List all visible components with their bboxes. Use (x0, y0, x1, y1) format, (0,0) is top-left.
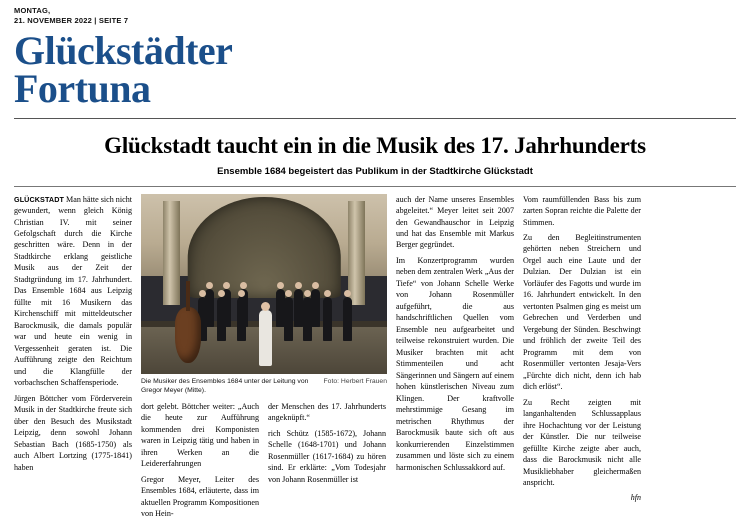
paragraph: Gregor Meyer, Leiter des Ensembles 1684, erläuterte, dass im aktuellen Programm Kompositionen von Hein- (141, 474, 259, 519)
musician (303, 297, 312, 341)
column-center-subcolumns (141, 401, 387, 524)
lead-paragraph-text: Man hätte sich nicht gewundert, wenn gleich König Christian IV. mit seiner Gefolgschaft durch die Kirche geschritten wäre. Denn in der Stadtkirche erklang geistliche Musik aus der Zeit der Stadtgründung im 17. Jahrhundert. Das Ensemble 1684 aus Leipzig füllte mit 16 Musikern das Kirchenschiff mit mitteldeutscher Barockmusik, die damals populär war und heute ein wenig in Vergessenheit geraten ist. Die Aufführung zeigte den Reichtum und die Klangfülle der vorbachschen Schaffensperiode. (14, 194, 132, 388)
paragraph: dort gelebt. Böttcher weiter: „Auch die heute zur Aufführung kommenden drei Komponisten waren in Leipzig tätig und haben in ihren Werken an die Leidererfahrungen (141, 401, 259, 469)
paragraph: der Menschen des 17. Jahrhunderts angeknüpft.“ (268, 401, 386, 423)
article-subhead: Ensemble 1684 begeistert das Publikum in der Stadtkirche Glückstadt (217, 165, 533, 177)
musician (237, 297, 246, 341)
masthead-title-line1: Glückstädter (14, 28, 233, 74)
column-3 (268, 401, 386, 524)
musician (284, 297, 293, 341)
musician (323, 297, 332, 341)
cello (175, 307, 201, 363)
column-4 (396, 194, 514, 478)
paragraph: auch der Name unseres Ensembles abgeleitet.“ Meyer leitet seit 2007 den Gewandhauschor in Leipzig und hat das Ensemble mit Markus Berger gegründet. (396, 194, 514, 250)
paragraph: Vom raumfüllenden Bass bis zum zarten Sopran reichte die Palette der Stimmen. (523, 194, 641, 227)
masthead-title-line2: Fortuna (14, 66, 151, 112)
photo-caption (141, 377, 387, 395)
page-title: Glückstadt taucht ein in die Musik des 17. Jahrhunderts (104, 133, 646, 159)
article-kicker: GLÜCKSTADT (14, 194, 64, 204)
column-2 (141, 401, 259, 524)
article-header (0, 119, 750, 176)
column-1 (14, 194, 132, 478)
musician (294, 289, 303, 327)
paragraph: Zu Recht zeigten mit langanhaltenden Schlussapplaus ihre Hochachtung vor der Leistung der Künstler. Die nur teilweise gefüllte Kirche zeigte aber auch, dass die Barockmusik nicht alle Musikliebhaber gleichermaßen anspricht. (523, 397, 641, 488)
photo-credit: Foto: Herbert Frauen (323, 377, 387, 385)
column-5 (523, 194, 641, 502)
paragraph: rich Schütz (1585-1672), Johann Schelle (1648-1701) und Johann Rosenmüller (1617-1684) zu hören sind. Er erklärte: „Vom Todesjahr von Johann Rosenmüller ist (268, 428, 386, 484)
dateline-line2: 21. NOVEMBER 2022 | SEITE 7 (14, 16, 129, 26)
lead-paragraph (14, 194, 132, 389)
conductor (259, 310, 272, 366)
masthead-title (14, 28, 736, 112)
paragraph: Zu den Begleitinstrumenten gehörten neben Streichern und Orgel auch eine Laute und der Dulzian. Der Dulzian ist ein Vorläufer des Fagotts und wurde im 16. Jahrhundert entwickelt. In den vertonten Psalmen ging es meist um Gebrechen und Verderben und Vergebung der Sünden. Beschwingt und fröhlich der zweite Teil des Programm mit dem von Rosenmüller vertonten Jesaja-Vers „Fürchte dich nicht, denn ich hab dich erlöst“. (523, 233, 641, 392)
musician (217, 297, 226, 341)
article-columns (0, 187, 750, 524)
paragraph: Im Konzertprogramm wurden neben dem zentralen Werk „Aus der Tiefe“ von Johann Schelle Werke von Johann Rosenmüller aufgeführt, die aus handschriftlichen Quellen vom Ensemble neu aufgearbeitet und teilweise rekonstruiert wurden. Die Musiker brachten mit acht Stimmenteilen und acht Sängerinnen und Sängern auf einem hohen künstlerischen Niveau zum Klingen. Der kraftvolle mehrstimmige Gesang im metrischen Rhythmus der Barockmusik baute sich oft aus konkurrierenden Einzelstimmen zusammen und löste sich zu einem harmonischen Schlussakkord auf. (396, 255, 514, 472)
paragraph: Jürgen Böttcher vom Förderverein Musik in der Stadtkirche freute sich über den Besuch des Musikstadt Leipzig, denn sowohl Johann Sebastian Bach (1685-1750) als auch Albert Lortzing (1775-1841) haben (14, 393, 132, 472)
dateline-line1: MONTAG, (14, 6, 51, 15)
photo-caption-text: Die Musiker des Ensembles 1684 unter der Leitung von Gregor Meyer (Mitte). (141, 377, 309, 394)
dateline (0, 0, 750, 26)
article-signature: hfn (630, 492, 641, 502)
musician (343, 297, 352, 341)
musician (311, 289, 320, 327)
column-center (141, 194, 387, 524)
article-photo (141, 194, 387, 374)
masthead (0, 26, 750, 112)
